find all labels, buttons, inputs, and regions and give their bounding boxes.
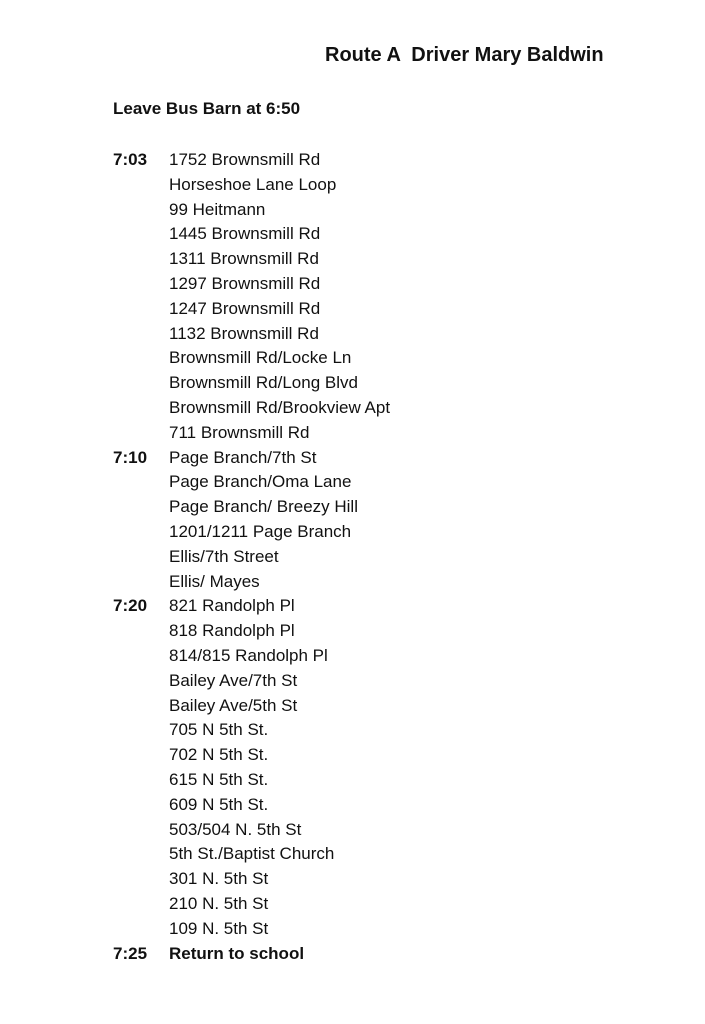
route-schedule <box>113 148 653 966</box>
schedule-row <box>113 818 653 843</box>
stop-address: 705 N 5th St. <box>169 720 269 740</box>
schedule-row <box>113 495 653 520</box>
schedule-row <box>113 594 653 619</box>
schedule-row <box>113 768 653 793</box>
schedule-row <box>113 743 653 768</box>
stop-time: 7:20 <box>113 596 148 616</box>
schedule-row <box>113 470 653 495</box>
schedule-row <box>113 272 653 297</box>
return-label: Return to school <box>169 943 305 963</box>
schedule-row <box>113 222 653 247</box>
stop-time: 7:03 <box>113 150 148 169</box>
stop-address: 301 N. 5th St <box>169 869 269 889</box>
stop-address: Page Branch/ Breezy Hill <box>169 497 358 517</box>
schedule-row <box>113 892 653 917</box>
stop-address: Horseshoe Lane Loop <box>169 174 337 194</box>
stop-address: 99 Heitmann <box>169 199 266 219</box>
stop-address: 1132 Brownsmill Rd <box>169 323 319 343</box>
stop-address: 210 N. 5th St <box>169 893 269 913</box>
stop-address: Ellis/7th Street <box>169 546 279 566</box>
schedule-row <box>113 867 653 892</box>
schedule-row <box>113 520 653 545</box>
schedule-row <box>113 718 653 743</box>
stop-address: 615 N 5th St. <box>169 769 269 789</box>
schedule-row <box>113 297 653 322</box>
stop-address: 1445 Brownsmill Rd <box>169 224 321 244</box>
stop-address: 702 N 5th St. <box>169 745 269 765</box>
schedule-row <box>113 793 653 818</box>
stop-address: Brownsmill Rd/Locke Ln <box>169 348 352 368</box>
schedule-row <box>113 396 653 421</box>
schedule-row <box>113 545 653 570</box>
leave-bus-barn-line: Leave Bus Barn at 6:50 <box>113 99 301 118</box>
stop-address: 1297 Brownsmill Rd <box>169 273 321 293</box>
return-row <box>113 942 653 967</box>
schedule-row <box>113 619 653 644</box>
route-title: Route A Driver Mary Baldwin <box>325 44 604 66</box>
stop-address: Ellis/ Mayes <box>169 571 260 591</box>
schedule-row <box>113 842 653 867</box>
schedule-row <box>113 570 653 595</box>
schedule-row <box>113 173 653 198</box>
schedule-row <box>113 247 653 272</box>
stop-address: 1201/1211 Page Branch <box>169 521 352 541</box>
stop-address: 1311 Brownsmill Rd <box>169 249 319 269</box>
stop-address: Brownsmill Rd/Long Blvd <box>169 373 358 393</box>
stop-address: 1247 Brownsmill Rd <box>169 298 321 318</box>
stop-address: 503/504 N. 5th St <box>169 819 302 839</box>
schedule-row <box>113 371 653 396</box>
schedule-row <box>113 917 653 942</box>
stop-time: 7:10 <box>113 447 148 467</box>
schedule-row <box>113 694 653 719</box>
stop-address: 818 Randolph Pl <box>169 621 295 641</box>
schedule-row <box>113 644 653 669</box>
stop-address: 609 N 5th St. <box>169 794 269 814</box>
schedule-row <box>113 421 653 446</box>
stop-address: 5th St./Baptist Church <box>169 844 335 864</box>
stop-address: 1752 Brownsmill Rd <box>169 150 321 169</box>
stop-address: Brownsmill Rd/Brookview Apt <box>169 397 391 417</box>
stop-address: Page Branch/7th St <box>169 447 317 467</box>
schedule-row <box>113 669 653 694</box>
schedule-row <box>113 346 653 371</box>
stop-address: 814/815 Randolph Pl <box>169 645 328 665</box>
stop-address: Bailey Ave/5th St <box>169 695 298 715</box>
stop-address: 109 N. 5th St <box>169 918 269 938</box>
return-time: 7:25 <box>113 943 148 963</box>
stop-address: Bailey Ave/7th St <box>169 670 298 690</box>
schedule-row <box>113 148 653 173</box>
schedule-row <box>113 322 653 347</box>
stop-address: 821 Randolph Pl <box>169 596 295 616</box>
schedule-row <box>113 198 653 223</box>
schedule-row <box>113 446 653 471</box>
stop-address: 711 Brownsmill Rd <box>169 422 310 442</box>
stop-address: Page Branch/Oma Lane <box>169 472 352 492</box>
